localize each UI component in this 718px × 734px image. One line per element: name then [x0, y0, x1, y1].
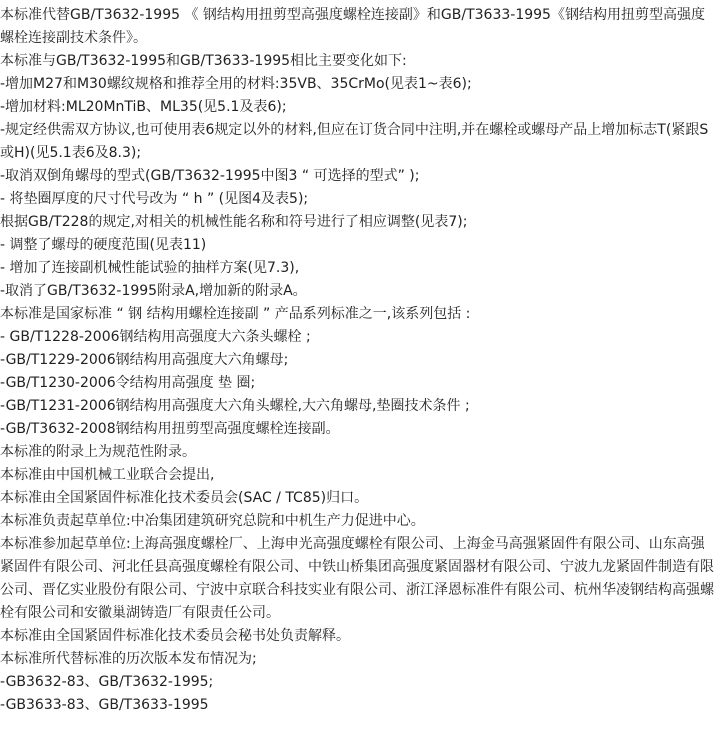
paragraph-centralized-by: 本标准由全国紧固件标准化技术委员会(SAC / TC85)归口。 — [0, 490, 369, 506]
change-item-washer-thickness: - 将垫圈厚度的尺寸代号改为 “ h ” (见图4及表5); — [0, 191, 309, 207]
series-item-gbt1231: -GB/T1231-2006钢结构用高强度大六角头螺栓,大六角螺母,垫圈技术条件 ; — [0, 398, 470, 414]
paragraph-proposed-by: 本标准由中国机械工业联合会提出, — [0, 467, 215, 483]
history-item-gb3633: -GB3633-83、GB/T3633-1995 — [0, 697, 209, 713]
series-item-gbt1228: - GB/T1228-2006钢结构用高强度大六条头螺栓 ; — [0, 329, 311, 345]
paragraph-lead-drafters: 本标准负责起草单位:中冶集团建筑研究总院和中机生产力促进中心。 — [0, 513, 425, 529]
paragraph-changes-intro: 本标准与GB/T3632-1995和GB/T3633-1995相比主要变化如下: — [0, 53, 407, 69]
paragraph-history-intro: 本标准所代替标准的历次版本发布情况为; — [0, 651, 257, 667]
history-item-gb3632: -GB3632-83、GB/T3632-1995; — [0, 674, 214, 690]
change-item-appendix-a: -取消了GB/T3632-1995附录A,增加新的附录A。 — [0, 283, 307, 299]
paragraph-participating-drafters: 本标准参加起草单位:上海高强度螺栓厂、上海申光高强度螺栓有限公司、上海金马高强紧固件有限公司、山东高强紧固件有限公司、河北任县高强度螺栓有限公司、中铁山桥集团高强度紧固器材有限公司、宁波九龙紧固件制造有限公司、晋亿实业股份有限公司、宁波中京联合科技实业有限公司、浙江泽恩标准件有限公司、杭州华凌钢结构高强螺栓有限公司和安徽巢湖铸造厂有限责任公司。 — [0, 536, 714, 621]
series-item-gbt1229: -GB/T1229-2006钢结构用高强度大六角螺母; — [0, 352, 289, 368]
change-item-m27-m30: -增加M27和M30螺纹规格和推荐全用的材料:35VB、35CrMo(见表1~表6); — [0, 76, 472, 92]
change-item-remove-chamfer-nut: -取消双倒角螺母的型式(GB/T3632-1995中图3 “ 可选择的型式” ); — [0, 168, 420, 184]
change-item-mechanical-names: 根据GB/T228的规定,对相关的机械性能名称和符号进行了相应调整(见表7); — [0, 214, 468, 230]
series-item-gbt1230: -GB/T1230-2006令结构用高强度 垫 圈; — [0, 375, 256, 391]
paragraph-series-intro: 本标准是国家标准 “ 钢 结构用螺栓连接副 ” 产品系列标准之一,该系列包括 : — [0, 306, 471, 322]
paragraph-appendix-normative: 本标准的附录上为规范性附录。 — [0, 444, 196, 460]
change-item-nut-hardness: - 调整了螺母的硬度范围(见表11) — [0, 237, 207, 253]
document-body — [0, 4, 714, 717]
change-item-agreement-materials: -规定经供需双方协议,也可使用表6规定以外的材料,但应在订货合同中注明,并在螺栓或螺母产品上增加标志T(紧跟S或H)(见5.1表6及8.3); — [0, 122, 709, 161]
paragraph-interpretation: 本标准由全国紧固件标准化技术委员会秘书处负责解释。 — [0, 628, 350, 644]
paragraph-replaces-standard: 本标准代替GB/T3632-1995 《 钢结构用扭剪型高强度螺栓连接副》和GB/T3633-1995《钢结构用扭剪型高强度螺栓连接副技术条件》。 — [0, 7, 705, 46]
series-item-gbt3632: -GB/T3632-2008钢结构用扭剪型高强度螺栓连接副。 — [0, 421, 340, 437]
change-item-sampling-plan: - 增加了连接副机械性能试验的抽样方案(见7.3), — [0, 260, 300, 276]
change-item-materials: -增加材料:ML20MnTiB、ML35(见5.1及表6); — [0, 99, 287, 115]
